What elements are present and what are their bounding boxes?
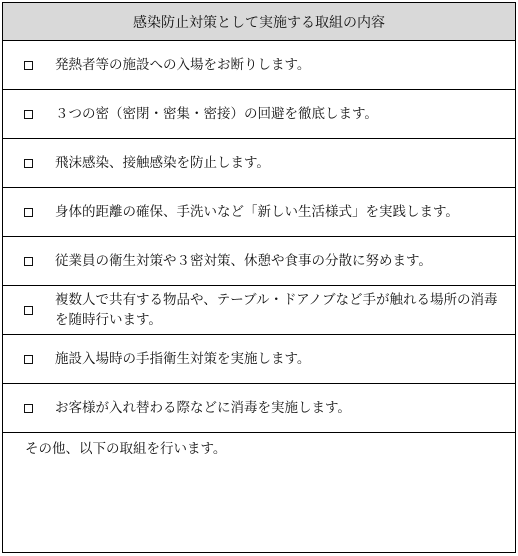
checklist-item (3, 286, 515, 335)
checkbox[interactable] (24, 257, 33, 266)
checkbox[interactable] (24, 355, 33, 364)
checklist-item (3, 384, 515, 433)
checklist-item-label: 発熱者等の施設への入場をお断りします。 (55, 57, 311, 73)
table-header (3, 3, 515, 41)
checklist-item (3, 139, 515, 188)
table-title: 感染防止対策として実施する取組の内容 (133, 14, 385, 31)
checklist-item-label: 複数人で共有する物品や、テーブル・ドアノブなど手が触れる場所の消毒を随時行います。 (55, 292, 498, 328)
checklist-item-label: お客様が入れ替わる際などに消毒を実施します。 (55, 400, 351, 416)
checkbox[interactable] (24, 159, 33, 168)
checklist-item-label: 施設入場時の手指衛生対策を実施します。 (55, 351, 311, 367)
checklist-item-label: ３つの密（密閉・密集・密接）の回避を徹底します。 (55, 106, 378, 122)
checklist-item (3, 188, 515, 237)
checklist-item (3, 237, 515, 286)
checklist-item (3, 41, 515, 90)
other-measures-label: その他、以下の取組を行います。 (25, 441, 227, 457)
checkbox[interactable] (24, 306, 33, 315)
checklist-item-label: 身体的距離の確保、手洗いなど「新しい生活様式」を実践します。 (55, 204, 459, 220)
checklist-item-label: 飛沫感染、接触感染を防止します。 (55, 155, 270, 171)
checklist-item-label: 従業員の衛生対策や３密対策、休憩や食事の分散に努めます。 (55, 253, 432, 269)
checkbox[interactable] (24, 61, 33, 70)
measures-table (2, 2, 516, 553)
checkbox[interactable] (24, 110, 33, 119)
checkbox[interactable] (24, 404, 33, 413)
checklist-item (3, 90, 515, 139)
other-measures-section (3, 433, 515, 459)
checklist-item (3, 335, 515, 384)
checkbox[interactable] (24, 208, 33, 217)
